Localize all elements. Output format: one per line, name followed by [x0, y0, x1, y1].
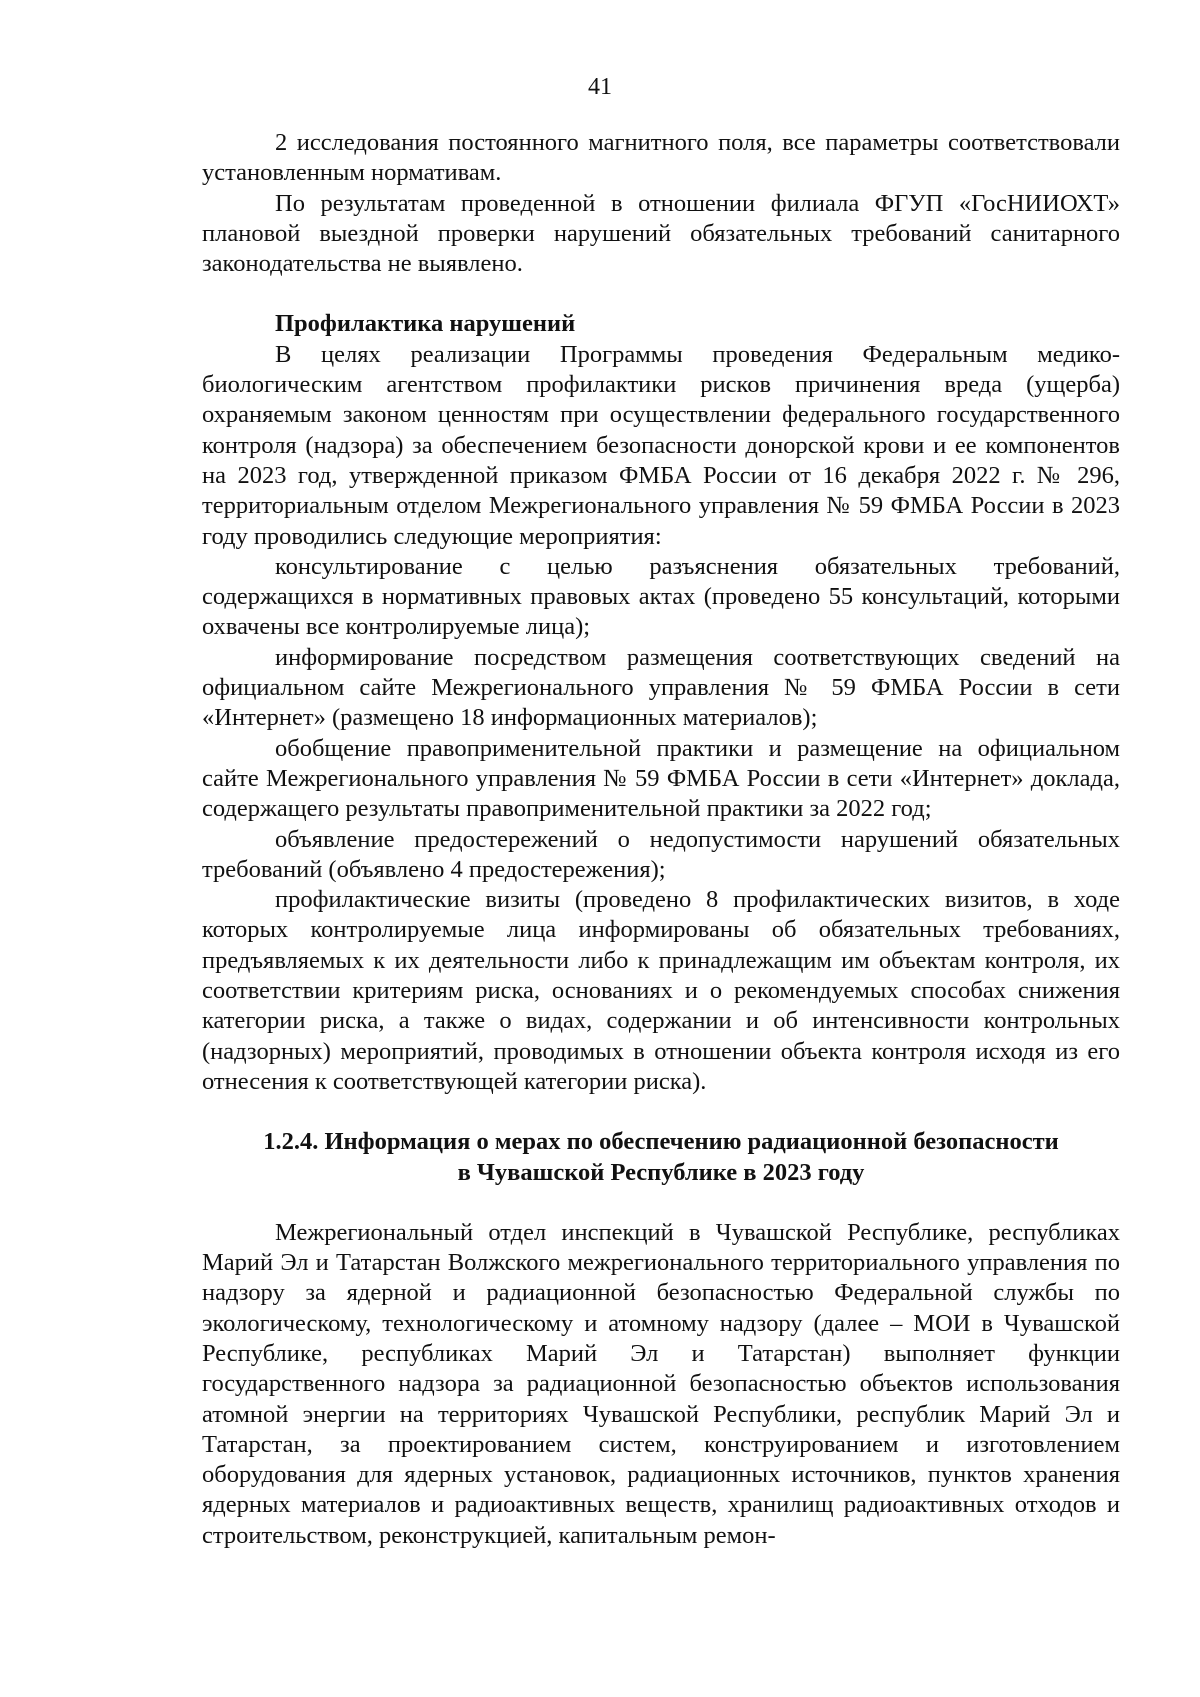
prevention-item-informing: информирование посредством размещения соответствующих сведений на официальном сайте Межрегионального управления № 59 ФМБА России в сети «Интернет» (размещено 18 информационных материалов); [202, 643, 1120, 732]
prevention-item-practice-summary: обобщение правоприменительной практики и размещение на официальном сайте Межрегионального управления № 59 ФМБА России в сети «Интернет» доклада, содержащего результаты правоприменительной практики за 2022 год; [202, 734, 1120, 823]
section-title-line-2: в Чувашской Республике в 2023 году [457, 1158, 865, 1186]
prevention-item-visits: профилактические визиты (проведено 8 профилактических визитов, в ходе которых контролируемые лица информированы об обязательных требованиях, предъявляемых к их деятельности либо к принадлежащим им объектам контроля, их соответствии критериям риска, основаниях и о рекомендуемых способах снижения категории риска, а также о видах, содержании и об интенсивности контрольных (надзорных) мероприятий, проводимых в отношении объекта контроля исходя из его отнесения к соответствующей категории риска). [202, 886, 1120, 1095]
prevention-paragraph-intro: В целях реализации Программы проведения Федеральным медико-биологическим агентством профилактики рисков причинения вреда (ущерба) охраняемым законом ценностям при осуществлении федерального государственного контроля (надзора) за обеспечением безопасности донорской крови и ее компонентов на 2023 год, утвержденной приказом ФМБА России от 16 декабря 2022 г. № 296, территориальным отделом Межрегионального управления № 59 ФМБА России в 2023 году проводились следующие мероприятия: [202, 340, 1120, 550]
prevention-heading: Профилактика нарушений [275, 310, 576, 338]
section-title-line-1: 1.2.4. Информация о мерах по обеспечению радиационной безопасности [263, 1128, 1059, 1156]
prevention-item-consulting: консультирование с целью разъяснения обязательных требований, содержащихся в нормативных правовых актах (проведено 55 консультаций, которыми охвачены все контролируемые лица); [202, 552, 1120, 641]
page-number: 41 [588, 74, 612, 100]
section-paragraph: Межрегиональный отдел инспекций в Чувашской Республике, республиках Марий Эл и Татарстан Волжского межрегионального территориального управления по надзору за ядерной и радиационной безопасностью Федеральной службы по экологическому, технологическому и атомному надзору (далее – МОИ в Чувашской Республике, республиках Марий Эл и Татарстан) выполняет функции государственного надзора за радиационной безопасностью объектов использования атомной энергии на территориях Чувашской Республики, республик Марий Эл и Татарстан, за проектированием систем, конструированием и изготовлением оборудования для ядерных установок, радиационных источников, пунктов хранения ядерных материалов и радиоактивных веществ, хранилищ радиоактивных отходов и строительством, реконструкцией, капитальным ремон- [202, 1218, 1120, 1549]
prevention-item-warnings: объявление предостережений о недопустимости нарушений обязательных требований (объявлено 4 предостережения); [202, 825, 1120, 883]
page-content [202, 128, 1120, 1551]
section-title [202, 1127, 1120, 1188]
intro-paragraph-1: 2 исследования постоянного магнитного поля, все параметры соответствовали установленным нормативам. [202, 129, 1120, 187]
intro-paragraph-2: По результатам проведенной в отношении филиала ФГУП «ГосНИИОХТ» плановой выездной проверки нарушений обязательных требований санитарного законодательства не выявлено. [202, 189, 1120, 278]
